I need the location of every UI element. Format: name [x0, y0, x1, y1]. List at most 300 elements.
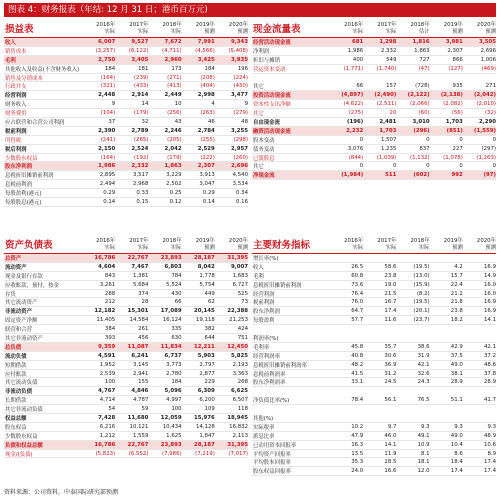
- row-value: 2,150: [98, 145, 116, 152]
- table-row: [4, 334, 248, 343]
- table-row: [4, 136, 248, 145]
- table-row: [252, 441, 496, 450]
- column-header: [330, 238, 363, 253]
- table-row: [4, 127, 248, 136]
- row-label: 实际税率: [253, 424, 275, 431]
- table-row: [252, 91, 496, 100]
- row-value: 48.6: [484, 361, 497, 368]
- row-value: 23.8: [450, 308, 463, 315]
- row-value: 5,096: [164, 388, 182, 395]
- row-value: 784: [171, 272, 182, 279]
- row-value: (728): [415, 83, 430, 90]
- table-row: [252, 281, 496, 290]
- row-value: 2,750: [98, 56, 116, 63]
- row-value: 17.4: [384, 308, 397, 315]
- row-value: 184: [171, 379, 182, 386]
- row-value: 6,216: [99, 423, 116, 430]
- row-value: 47.9: [351, 432, 364, 439]
- row-value: 5,825: [230, 352, 249, 359]
- row-value: 393: [104, 334, 116, 341]
- table-row: [252, 343, 496, 352]
- column-header: [115, 238, 148, 253]
- table-row: [4, 370, 248, 379]
- row-value: 229: [204, 379, 215, 386]
- table-row: [4, 263, 248, 272]
- row-value: (1,984): [341, 172, 364, 179]
- table-row: [252, 38, 496, 47]
- row-value: 9,007: [230, 263, 249, 270]
- row-label: 税前利润: [253, 300, 275, 307]
- table-row: [4, 378, 248, 387]
- row-value: 17.4: [484, 468, 497, 475]
- row-value: 32: [141, 118, 149, 125]
- row-label: 平均资产回报率: [253, 451, 291, 458]
- row-label: 平均股本回报率: [253, 460, 291, 467]
- row-value: 22,767: [127, 441, 149, 448]
- table-row: [4, 450, 248, 459]
- row-value: 10,434: [162, 423, 182, 430]
- row-value: (1,078): [443, 154, 463, 161]
- row-value: 4: [211, 101, 215, 108]
- column-header: [148, 238, 181, 253]
- row-label: 每股股息(港元): [5, 199, 42, 206]
- row-label: 其它非流动资产: [5, 335, 43, 342]
- table-row: [252, 272, 496, 281]
- row-value: 3,935: [230, 56, 249, 63]
- row-value: 12,450: [227, 343, 249, 350]
- report-title: 图表 4：财务报表（年结: 12 月 31 日；港币百万元): [4, 3, 496, 17]
- column-year: 2016年: [96, 22, 116, 28]
- panel-header: [252, 22, 496, 38]
- row-value: 681: [351, 38, 364, 45]
- row-value: 3,534: [232, 181, 249, 188]
- row-label: 投资活动现金流: [253, 93, 291, 100]
- row-value: (13.0): [413, 272, 430, 279]
- table-row: [4, 307, 248, 316]
- row-value: 62: [207, 299, 215, 306]
- row-value: 3,145: [132, 361, 149, 368]
- panel-title: 损益表: [5, 24, 34, 35]
- column-header: [363, 22, 396, 37]
- row-value: 2,895: [99, 172, 116, 179]
- row-value: 22,388: [227, 308, 249, 315]
- row-value: 49.0: [450, 361, 463, 368]
- table-row: [252, 458, 496, 467]
- column-header: [430, 22, 463, 37]
- row-value: 1,778: [199, 272, 215, 279]
- row-value: 5,524: [166, 281, 182, 288]
- row-value: 16,786: [94, 254, 116, 261]
- row-value: 10: [174, 101, 182, 108]
- column-header: [182, 238, 215, 253]
- column-header: [463, 22, 496, 37]
- row-value: 1,683: [232, 272, 249, 279]
- row-value: 1,381: [132, 272, 149, 279]
- table-row: [4, 325, 248, 334]
- table-row: [4, 254, 248, 263]
- column-type: 实际: [385, 29, 397, 35]
- row-value: (2,490): [374, 92, 397, 99]
- row-value: 4,846: [131, 388, 149, 395]
- row-value: 1,006: [480, 56, 497, 63]
- row-value: 3,773: [166, 361, 182, 368]
- column-year: 2016年: [344, 238, 364, 244]
- row-label: 销售及分销成本: [5, 75, 43, 82]
- row-value: 4,591: [98, 352, 116, 359]
- row-value: 2,113: [232, 432, 249, 439]
- row-value: 14.9: [484, 272, 497, 279]
- row-value: 8,042: [197, 263, 215, 270]
- row-value: 3,010: [412, 118, 430, 125]
- row-value: 12,182: [94, 308, 116, 315]
- row-value: 2,784: [197, 127, 215, 134]
- row-value: 6,007: [98, 38, 116, 45]
- row-value: 3,076: [347, 145, 364, 152]
- row-value: 5,903: [197, 352, 215, 359]
- row-value: 0.12: [169, 198, 182, 205]
- row-label: 现金/(负债): [5, 451, 33, 458]
- row-value: 7,991: [197, 38, 215, 45]
- row-value: (851): [446, 127, 463, 134]
- row-value: 424: [237, 326, 249, 333]
- row-value: 5,754: [199, 281, 215, 288]
- row-label: 息税前利润率: [253, 371, 286, 378]
- row-label: 少数股东权益: [5, 433, 38, 440]
- column-year: 2017年: [377, 22, 397, 28]
- table-row: [4, 109, 248, 118]
- row-value: 19.0: [384, 281, 397, 288]
- row-value: 0: [492, 163, 497, 170]
- row-value: 1,986: [98, 163, 116, 170]
- row-value: 76.4: [351, 290, 364, 297]
- table-row: [252, 47, 496, 56]
- row-value: 4,540: [232, 172, 249, 179]
- row-value: (8.2): [416, 290, 430, 297]
- row-value: (23.7): [413, 317, 430, 324]
- column-year: 2018年: [410, 238, 430, 244]
- row-label: 现金及银行存款: [5, 273, 43, 280]
- row-value: 2,941: [132, 370, 149, 377]
- panel-title: 主要财务指标: [253, 240, 311, 251]
- row-value: 3,229: [166, 172, 182, 179]
- row-value: 511: [385, 172, 397, 179]
- row-value: (2,511): [376, 101, 397, 108]
- source-note: 资料来源：公司资料，中泰国际研究部预测: [4, 489, 119, 496]
- row-value: (1,132): [409, 154, 430, 161]
- row-value: 9,359: [98, 343, 116, 350]
- table-row: [252, 423, 496, 432]
- row-value: 6,625: [230, 388, 249, 395]
- row-label: 债务变动: [253, 146, 275, 153]
- row-value: 6,309: [197, 388, 215, 395]
- column-year: 2016年: [96, 238, 116, 244]
- row-value: 42.1: [417, 361, 430, 368]
- row-value: 1,559: [132, 432, 149, 439]
- row-value: 31,395: [227, 441, 249, 448]
- row-value: 16.9: [484, 263, 497, 270]
- row-value: 37.2: [484, 352, 497, 359]
- row-value: (279): [233, 110, 249, 117]
- row-value: 0: [359, 163, 364, 170]
- table-row: [252, 467, 496, 476]
- row-value: (271): [167, 74, 182, 81]
- row-label: 经营利润: [5, 93, 27, 100]
- row-value: 78.4: [351, 397, 364, 404]
- row-value: 109: [204, 406, 215, 413]
- row-value: 2,232: [346, 127, 364, 134]
- row-value: 59: [141, 406, 149, 413]
- table-row: [252, 171, 496, 180]
- row-label: 其它流动负债: [5, 380, 38, 387]
- row-value: 173: [171, 65, 182, 72]
- row-label: 税前利润: [5, 128, 27, 135]
- row-value: 12.0: [417, 468, 430, 475]
- column-header: [215, 238, 248, 253]
- row-value: 2,448: [98, 92, 116, 99]
- row-label: 总资产: [5, 255, 22, 262]
- row-value: 43: [174, 118, 182, 125]
- row-value: 4,997: [166, 397, 182, 404]
- row-value: (260): [233, 154, 249, 161]
- row-value: 118: [237, 406, 249, 413]
- row-value: 14: [141, 101, 149, 108]
- column-header: [396, 238, 429, 253]
- table-row: [252, 290, 496, 299]
- column-header: [182, 22, 215, 37]
- row-value: 12,211: [194, 343, 215, 350]
- cash-flow-panel: [252, 22, 496, 180]
- row-value: 11,087: [127, 343, 149, 350]
- row-value: 1,986: [347, 47, 364, 54]
- row-value: 37.8: [484, 370, 497, 377]
- row-value: 155: [138, 379, 149, 386]
- row-value: 14,584: [129, 317, 149, 324]
- row-value: 31.2: [384, 370, 397, 377]
- row-value: 46.0: [384, 432, 397, 439]
- row-value: (6,122): [128, 47, 149, 54]
- row-value: 843: [104, 272, 116, 279]
- row-value: 1,703: [379, 127, 397, 134]
- row-value: (255): [200, 136, 215, 143]
- row-value: 22.4: [450, 281, 463, 288]
- row-label: 存货: [5, 291, 16, 298]
- row-label: 派息比率: [253, 433, 275, 440]
- table-row: [252, 378, 496, 387]
- table-row: [4, 343, 248, 352]
- row-value: 28.5: [384, 459, 397, 466]
- row-value: 0.14: [103, 198, 116, 205]
- row-value: 2,494: [99, 181, 116, 188]
- table-row: [4, 396, 248, 405]
- row-value: (104): [100, 110, 116, 117]
- row-label: 净利润: [253, 48, 270, 55]
- row-value: (1,771): [343, 65, 364, 72]
- row-value: (7,986): [161, 450, 182, 457]
- row-value: 157: [386, 83, 397, 90]
- row-label: 其他(%): [253, 415, 274, 422]
- panel-title: 现金流量表: [253, 24, 301, 35]
- row-value: (179): [133, 110, 149, 117]
- row-value: (263): [200, 110, 215, 117]
- row-label: 股东净利润率: [253, 380, 286, 387]
- panel-header: [252, 238, 496, 254]
- row-value: (239): [133, 74, 149, 81]
- row-value: (7,219): [195, 450, 215, 457]
- table-row: [252, 136, 496, 145]
- row-value: 4,767: [98, 388, 116, 395]
- column-type: 实际: [170, 29, 182, 35]
- row-value: 0.15: [136, 198, 149, 205]
- financial-ratios-panel: [252, 238, 496, 476]
- row-value: (20.1): [413, 308, 430, 315]
- row-label: 经营利润率: [253, 353, 280, 360]
- row-value: 100: [171, 406, 182, 413]
- row-value: 12,059: [160, 414, 182, 421]
- table-row: [4, 298, 248, 307]
- row-value: 3,981: [445, 38, 463, 45]
- table-row: [4, 82, 248, 91]
- row-value: 28.9: [484, 379, 497, 386]
- table-row: [252, 307, 496, 316]
- row-value: 15,301: [127, 308, 149, 315]
- row-value: 28,187: [194, 441, 215, 448]
- row-label: 固定资产净额: [5, 318, 38, 325]
- row-value: 23,893: [160, 254, 182, 261]
- row-value: 727: [419, 56, 430, 63]
- row-value: (1,263): [476, 154, 497, 161]
- row-value: (4,622): [343, 101, 364, 108]
- row-value: (19.5): [413, 263, 430, 270]
- row-value: 11,834: [160, 343, 182, 350]
- row-value: 2,502: [166, 181, 182, 188]
- row-value: (2,010): [476, 101, 497, 108]
- row-value: 0: [426, 163, 430, 170]
- row-value: 23,893: [160, 441, 182, 448]
- row-value: (844): [348, 154, 364, 161]
- row-value: 0.25: [169, 190, 182, 197]
- row-label: 折旧与摊销: [253, 57, 280, 64]
- row-value: 1,235: [380, 145, 397, 152]
- column-type: 预测: [452, 29, 463, 35]
- row-value: 49.0: [450, 432, 463, 439]
- row-label: 净现金流: [253, 173, 275, 180]
- row-value: 288: [104, 290, 116, 297]
- table-row: [4, 316, 248, 325]
- row-value: 10.4: [450, 441, 463, 448]
- row-label: 毛利率: [253, 344, 270, 351]
- row-value: 0.14: [202, 198, 215, 205]
- row-value: 3,425: [197, 56, 215, 63]
- table-row: [252, 370, 496, 379]
- row-value: 4.2: [454, 263, 463, 270]
- row-value: 51.1: [450, 397, 463, 404]
- column-type: 估计: [418, 29, 430, 35]
- row-value: (430): [233, 83, 249, 90]
- row-value: 3,477: [230, 92, 249, 99]
- row-value: 18,945: [227, 414, 249, 421]
- row-label: 所得税: [5, 137, 22, 144]
- row-value: 3,405: [131, 56, 149, 63]
- row-value: 6,727: [232, 281, 249, 288]
- row-value: 2,246: [164, 127, 182, 134]
- row-value: 6,737: [164, 352, 182, 359]
- row-value: 42.9: [450, 343, 463, 350]
- column-year: 2016年: [344, 22, 364, 28]
- row-value: 4,787: [132, 397, 149, 404]
- row-value: 11,405: [96, 317, 116, 324]
- row-value: 992: [451, 172, 463, 179]
- row-label: 总负债: [5, 344, 22, 351]
- row-value: 38.6: [417, 343, 430, 350]
- row-value: 9: [111, 101, 116, 108]
- row-value: 549: [386, 56, 397, 63]
- column-header: [82, 238, 115, 253]
- row-value: 1,703: [445, 118, 463, 125]
- row-value: 48: [241, 118, 249, 125]
- row-value: (433): [133, 83, 149, 90]
- table-row: [252, 65, 496, 74]
- table-row: [4, 290, 248, 299]
- row-value: 41.5: [351, 370, 364, 377]
- table-row: [252, 352, 496, 361]
- row-value: 9.3: [421, 423, 430, 430]
- row-value: 33.1: [351, 379, 364, 386]
- row-value: (2,122): [407, 92, 430, 99]
- column-year: 2018年: [410, 22, 430, 28]
- row-value: 11.6: [384, 317, 397, 324]
- row-value: 22,767: [127, 254, 149, 261]
- column-year: 2017年: [377, 238, 397, 244]
- table-row: [4, 118, 248, 127]
- row-value: 17.4: [450, 468, 463, 475]
- row-value: 227: [452, 145, 463, 152]
- row-value: 5,684: [132, 281, 149, 288]
- income-statement-panel: [4, 22, 248, 207]
- row-value: 1,212: [99, 432, 116, 439]
- row-value: 1,847: [199, 432, 215, 439]
- row-value: 7,428: [98, 414, 116, 421]
- column-type: 实际: [352, 29, 364, 35]
- row-value: 751: [237, 334, 249, 341]
- row-value: 16.0: [484, 281, 497, 288]
- row-label: 经营活动现金流: [253, 39, 291, 46]
- row-label: 融资活动现金流: [253, 128, 291, 135]
- row-value: 11.9: [384, 450, 397, 457]
- row-value: 16.3: [351, 441, 364, 448]
- column-year: 2020年: [228, 22, 249, 28]
- row-value: 45.8: [351, 343, 364, 350]
- row-label: 税后利润: [5, 146, 27, 153]
- row-label: 营运资本变动: [253, 66, 286, 73]
- row-value: 374: [138, 290, 149, 297]
- row-value: 6,507: [232, 397, 249, 404]
- panel-header: [4, 238, 248, 254]
- row-value: (15.9): [413, 281, 430, 288]
- row-value: 57.7: [351, 317, 364, 324]
- row-value: (469): [481, 65, 497, 72]
- row-label: 财务费用: [5, 111, 27, 118]
- row-label: 财务收入: [5, 102, 27, 109]
- table-row: [252, 316, 496, 325]
- row-value: (321): [100, 83, 116, 90]
- row-label: 流动资产: [5, 264, 27, 271]
- table-row: [4, 361, 248, 370]
- table-row: [4, 91, 248, 100]
- row-value: 73.6: [351, 281, 364, 288]
- row-value: (6,552): [128, 450, 149, 457]
- row-value: 56.1: [384, 397, 397, 404]
- row-label: 长期借款: [5, 398, 27, 405]
